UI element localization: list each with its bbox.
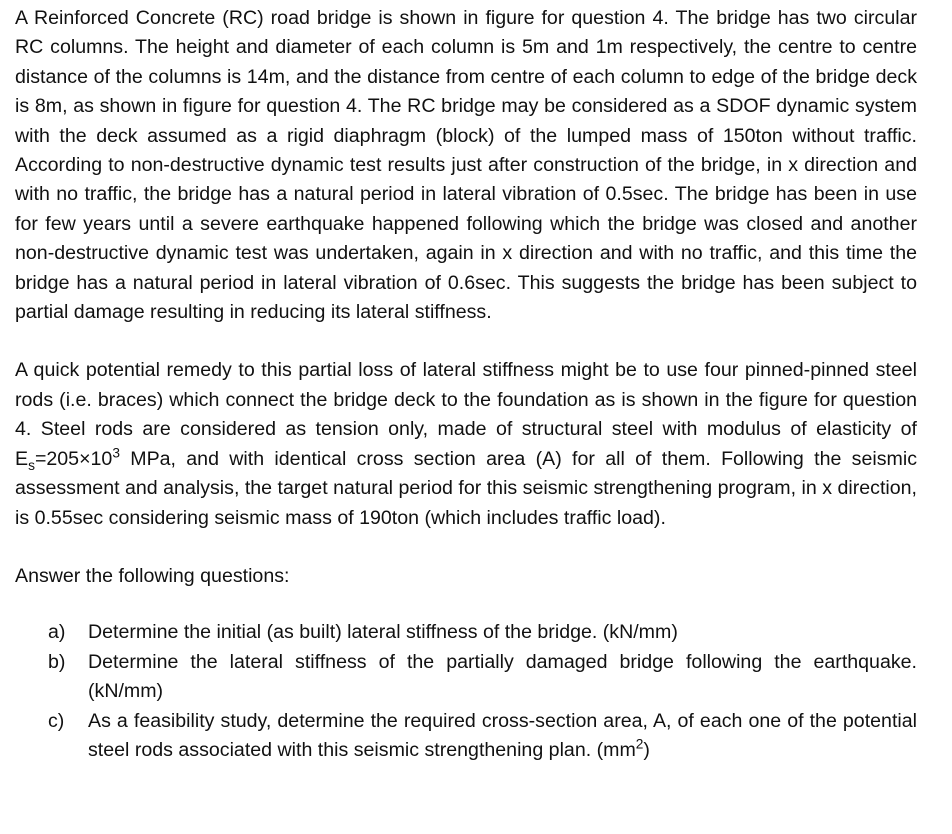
- questions-heading: Answer the following questions:: [15, 564, 290, 587]
- question-label-b: b): [48, 650, 66, 673]
- paragraph-2-text-after-modulus: MPa, and with identical cross section area (A) for all of them. Following the seismic assessment and analysis, the target natural period for this seismic strengthening program, in x direction, is 0.55sec considering seismic mass of 190ton (which includes traffic load).: [15, 447, 917, 529]
- question-text-b: Determine the lateral stiffness of the partially damaged bridge following the earthquake. (kN/mm): [88, 650, 917, 703]
- question-label-c: c): [48, 709, 65, 732]
- question-text-a: Determine the initial (as built) lateral stiffness of the bridge. (kN/mm): [88, 621, 678, 644]
- modulus-subscript: s: [28, 457, 35, 473]
- question-list: [48, 618, 917, 765]
- question-item-b: [48, 648, 917, 707]
- question-label-a: a): [48, 621, 66, 644]
- modulus-exponent: 3: [112, 445, 120, 461]
- question-item-c: [48, 707, 917, 766]
- question-text-c: [88, 707, 917, 766]
- question-text-c-main: As a feasibility study, determine the required cross-section area, A, of each one of the potential steel rods associated with this seismic strengthening plan. (mm: [88, 709, 917, 761]
- modulus-value: =205×10: [34, 447, 113, 470]
- document-page: [15, 4, 917, 765]
- question-text-c-end: ): [643, 738, 650, 761]
- problem-paragraph-2: [15, 356, 917, 532]
- area-unit-exponent: 2: [635, 736, 644, 752]
- question-item-a: [48, 618, 917, 647]
- problem-paragraph-1: A Reinforced Concrete (RC) road bridge is shown in figure for question 4. The bridge has two circular RC columns. The height and diameter of each column is 5m and 1m respectively, the centre to centre distance of the columns is 14m, and the distance from centre of each column to edge of the bridge deck is 8m, as shown in figure for question 4. The RC bridge may be considered as a SDOF dynamic system with the deck assumed as a rigid diaphragm (block) of the lumped mass of 150ton without traffic. According to non-destructive dynamic test results just after construction of the bridge, in x direction and with no traffic, the bridge has a natural period in lateral vibration of 0.5sec. The bridge has been in use for few years until a severe earthquake happened following which the bridge was closed and another non-destructive dynamic test was undertaken, again in x direction and with no traffic, and this time the bridge has a natural period in lateral vibration of 0.6sec. This suggests the bridge has been subject to partial damage resulting in reducing its lateral stiffness.: [15, 7, 917, 324]
- paragraph-2-text-before-modulus: A quick potential remedy to this partial loss of lateral stiffness might be to use four pinned-pinned steel rods (i.e. braces) which connect the bridge deck to the foundation as is shown in the figure for question 4. Steel rods are considered as tension only, made of structural steel with modulus of elasticity of E: [15, 359, 917, 470]
